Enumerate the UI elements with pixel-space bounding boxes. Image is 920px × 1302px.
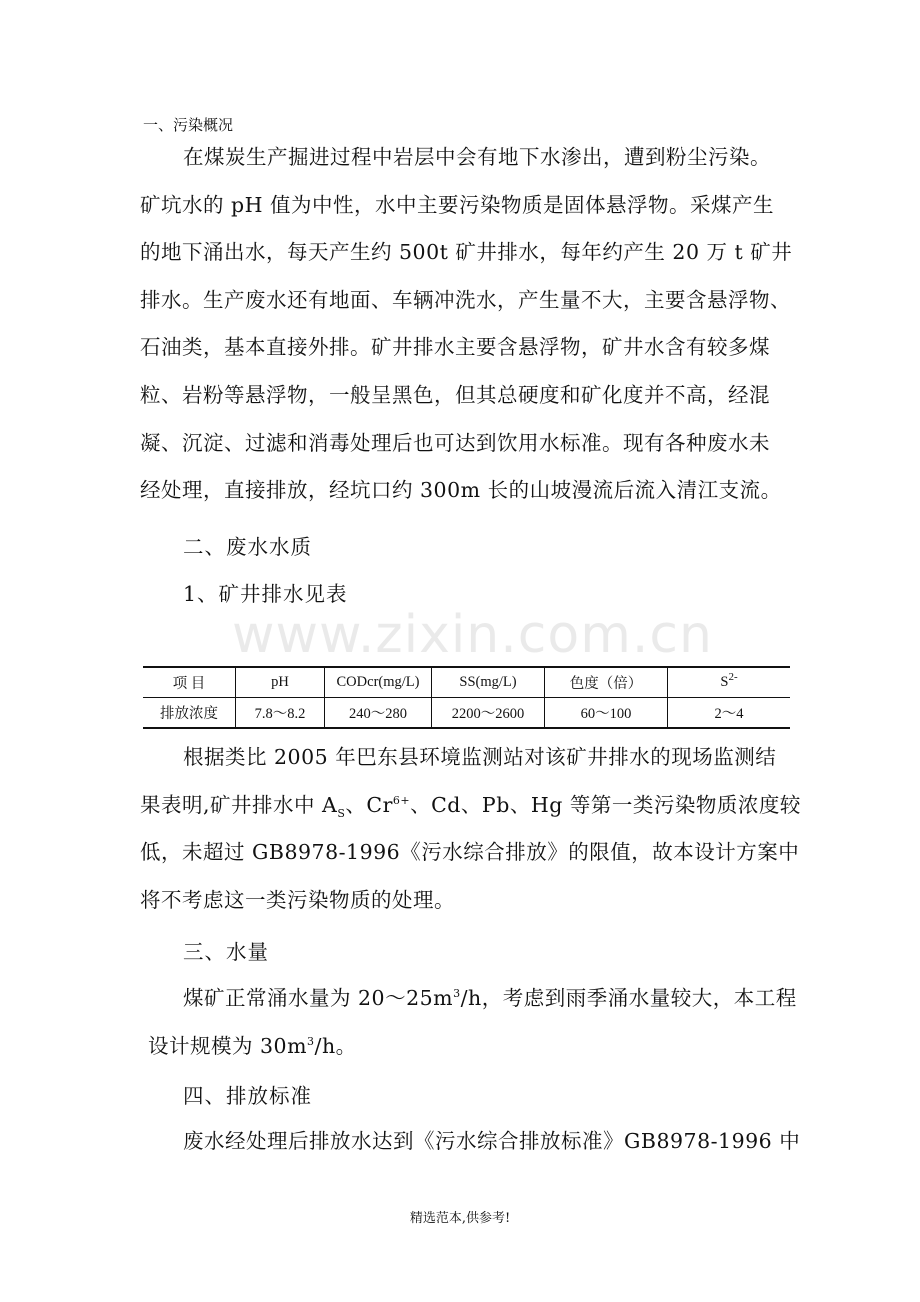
text-run: 设计规模为 30m	[148, 1033, 308, 1058]
subscript: S	[337, 806, 346, 820]
paragraph-line: 石油类，基本直接外排。矿井排水主要含悬浮物，矿井水含有较多煤	[140, 335, 770, 360]
text-run: 、Cd、Pb、Hg 等第一类污染物质浓度较	[410, 792, 801, 817]
paragraph-line: 矿坑水的 pH 值为中性，水中主要污染物质是固体悬浮物。采煤产生	[140, 192, 775, 217]
paragraph-line: 经处理，直接排放，经坑口约 300m 长的山坡漫流后流入清江支流。	[140, 478, 782, 503]
paragraph-line: 排水。生产废水还有地面、车辆冲洗水，产生量不大，主要含悬浮物、	[140, 287, 791, 312]
text-run: /h，考虑到雨季涌水量较大，本工程	[460, 986, 797, 1010]
discharge-standard-paragraph	[140, 1118, 801, 1166]
section-1-title: 一、污染概况	[143, 116, 234, 134]
table-header-cell-s	[668, 667, 791, 698]
watermark: www.zixin.com.cn	[232, 605, 713, 665]
table-cell: 7.8～8.2	[236, 698, 325, 729]
text-run: 果表明,矿井排水中 A	[140, 792, 338, 817]
paragraph-line: 凝、沉淀、过滤和消毒处理后也可达到饮用水标准。现有各种废水未	[140, 430, 770, 455]
paragraph-line: 将不考虑这一类污染物质的处理。	[140, 887, 455, 912]
section-4-title: 四、排放标准	[183, 1084, 312, 1108]
monitoring-paragraph	[140, 734, 801, 924]
paragraph-line: 粒、岩粉等悬浮物，一般呈黑色，但其总硬度和矿化度并不高，经混	[140, 382, 770, 407]
table-header-cell: pH	[236, 667, 325, 698]
wastewater-quality-table	[143, 666, 790, 729]
table-cell: 2～4	[668, 698, 791, 729]
section-2-subtitle: 1、矿井排水见表	[183, 582, 348, 606]
table-header-cell: CODcr(mg/L)	[325, 667, 432, 698]
paragraph-line: 废水经处理后排放水达到《污水综合排放标准》GB8978-1996 中	[183, 1129, 801, 1153]
table-cell: 60～100	[545, 698, 668, 729]
paragraph-line	[140, 782, 801, 830]
paragraph-line	[140, 975, 795, 1023]
paragraph-line: 根据类比 2005 年巴东县环境监测站对该矿井排水的现场监测结	[183, 745, 777, 769]
section-1-paragraph	[140, 134, 795, 515]
paragraph-line	[140, 1023, 795, 1071]
text-run: 煤矿正常涌水量为 20～25m	[183, 986, 454, 1010]
page-footer: 精选范本,供参考!	[409, 1211, 511, 1226]
table-cell: 240～280	[325, 698, 432, 729]
superscript: 6+	[392, 793, 411, 807]
table-header-cell: SS(mg/L)	[432, 667, 545, 698]
table-header-cell: 色度（倍）	[545, 667, 668, 698]
paragraph-line: 的地下涌出水，每天产生约 500t 矿井排水，每年约产生 20 万 t 矿井	[140, 240, 793, 265]
charge-superscript: 2-	[728, 671, 738, 684]
table-row	[143, 698, 790, 729]
paragraph-line: 低，未超过 GB8978-1996《污水综合排放》的限值，故本设计方案中	[140, 840, 800, 865]
table-cell: 2200～2600	[432, 698, 545, 729]
table-cell: 排放浓度	[143, 698, 236, 729]
text-run: /h。	[314, 1033, 357, 1058]
table-header-row	[143, 667, 790, 698]
section-3-title: 三、水量	[183, 940, 269, 964]
superscript: 3	[307, 1034, 315, 1048]
text-run: 、Cr	[345, 792, 393, 817]
section-2-title: 二、废水水质	[183, 535, 312, 559]
water-volume-paragraph	[140, 975, 795, 1070]
table-header-cell: 项 目	[143, 667, 236, 698]
superscript: 3	[453, 987, 461, 1001]
sulfide-symbol: S	[720, 674, 729, 690]
paragraph-line: 在煤炭生产掘进过程中岩层中会有地下水渗出，遭到粉尘污染。	[183, 145, 771, 169]
